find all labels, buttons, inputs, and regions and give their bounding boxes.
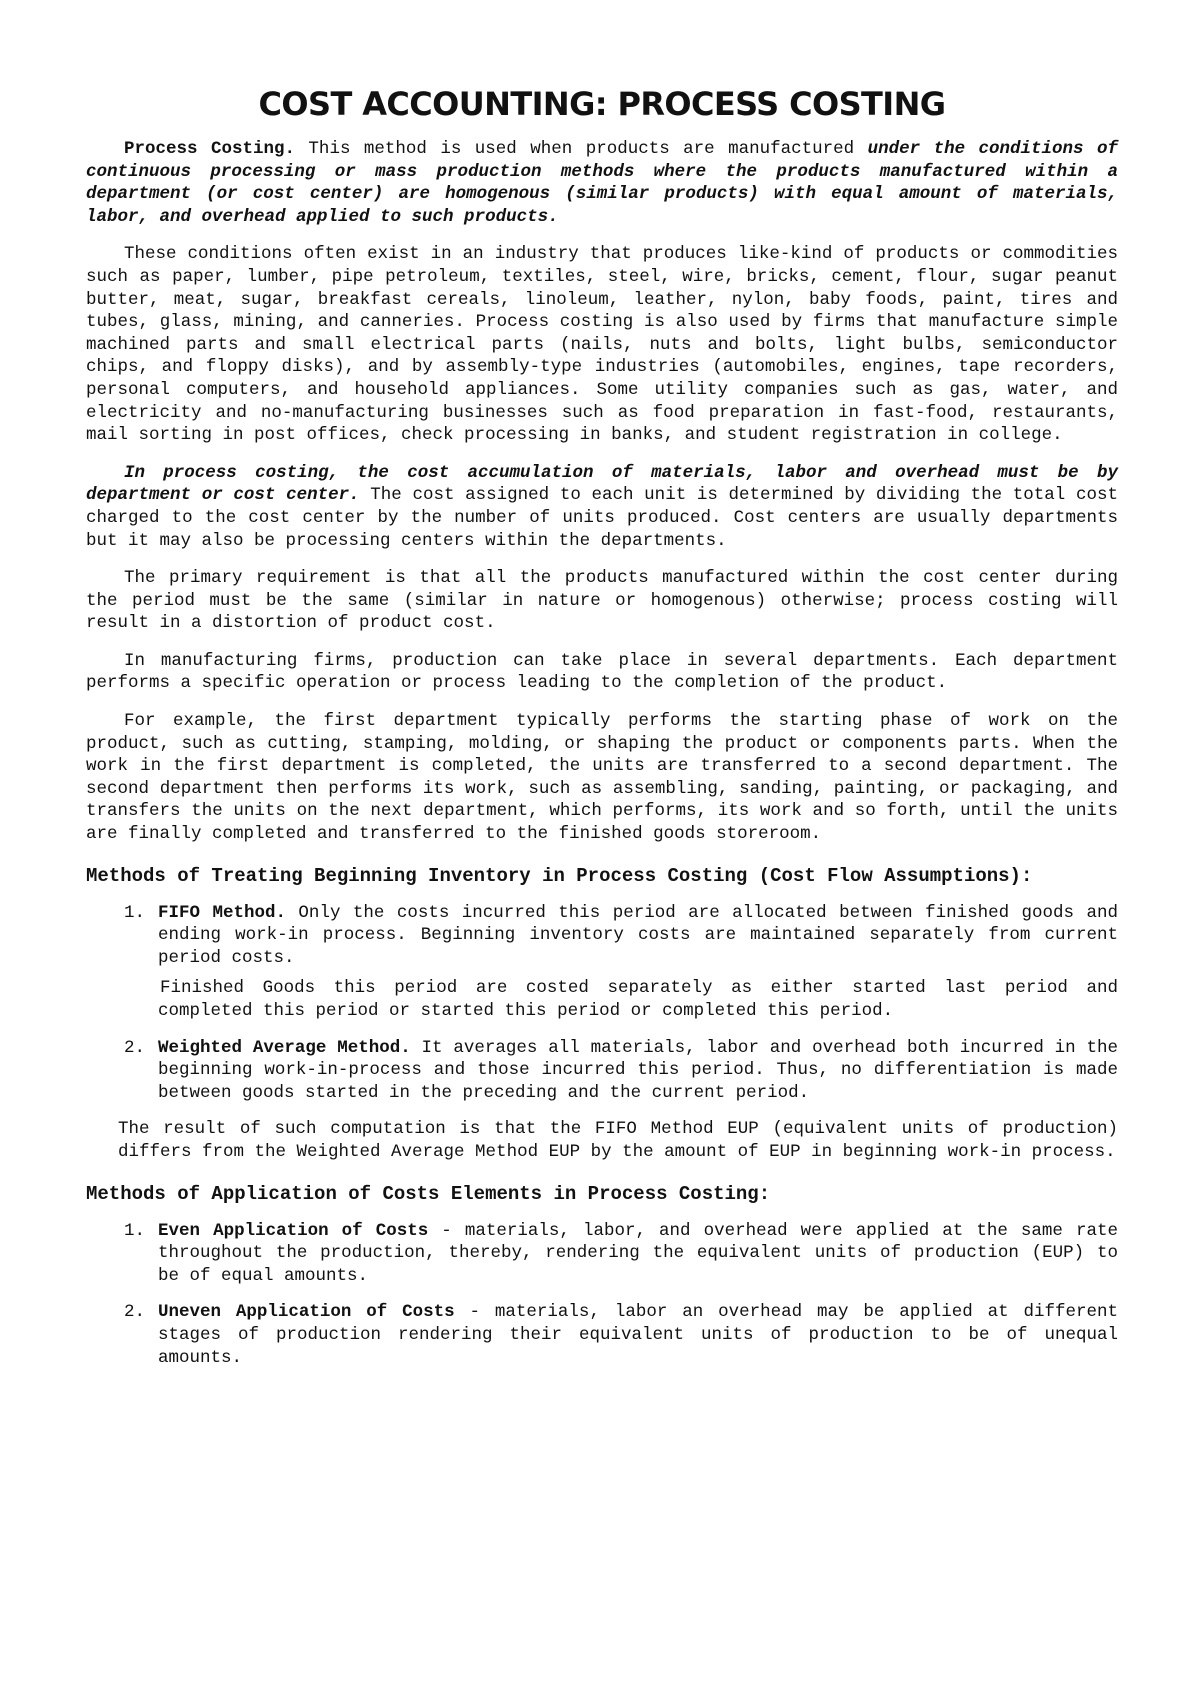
section-heading-application-methods: Methods of Application of Costs Elements in Process Costing: — [86, 1182, 771, 1205]
intro-text: This method is used when products are manufactured — [294, 139, 868, 159]
departments-paragraph: In manufacturing firms, production can take place in several departments. Each department performs a specific operation or process leading to the completion of the product. — [86, 650, 1118, 694]
list-item — [86, 1220, 1118, 1288]
accumulation-paragraph — [86, 462, 1118, 552]
list-item-subparagraph: Finished Goods this period are costed separately as either started last period and completed this period or started this period or completed this period. — [158, 978, 1118, 1021]
accumulation-text: The cost assigned to each unit is determined by dividing the total cost charged to the cost center by the number of units produced. Cost centers are usually departments but it may also be processing centers within the departments. — [86, 485, 1118, 551]
example-paragraph: For example, the first department typically performs the starting phase of work on the product, such as cutting, stamping, molding, or shaping the product or components parts. When the work in the first department is completed, the units are transferred to a second department. The second department then performs its work, such as assembling, sanding, painting, or packaging, and transfers the units on the next department, which performs, its work and so forth, until the units are finally completed and transferred to the finished goods storeroom. — [86, 711, 1118, 845]
list-item-number: 2. — [124, 1037, 146, 1058]
list-item-number: 1. — [124, 1220, 146, 1241]
section-heading-inventory-methods: Methods of Treating Beginning Inventory in Process Costing (Cost Flow Assumptions): — [86, 864, 1033, 887]
list-item-number: 1. — [124, 902, 146, 923]
conditions-paragraph: These conditions often exist in an industry that produces like-kind of products or commodities such as paper, lumber, pipe petroleum, textiles, steel, wire, bricks, cement, flour, sugar peanut butter, meat, sugar, breakfast cereals, linoleum, leather, nylon, baby foods, paint, tires and tubes, glass, mining, and canneries. Process costing is also used by firms that manufacture simple machined parts and small electrical parts (nails, nuts and bolts, light bulbs, semiconductor chips, and floppy disks), and by assembly-type industries (automobiles, engines, tape recorders, personal computers, and household appliances. Some utility companies such as gas, water, and electricity and no-manufacturing businesses such as food preparation in fast-food, restaurants, mail sorting in post offices, check processing in banks, and student registration in college. — [86, 244, 1118, 446]
page-title: COST ACCOUNTING: PROCESS COSTING — [258, 85, 946, 123]
list-item-text: - materials, labor, and overhead were applied at the same rate throughout the production, thereby, rendering the equivalent units of production (EUP) to be of equal amounts. — [158, 1220, 1119, 1286]
list-item-text: It averages all materials, labor and overhead both incurred in the beginning work-in-process and those incurred this period. Thus, no differentiation is made between goods started in the preceding and the current period. — [158, 1037, 1118, 1103]
accumulation-emphasis: In process costing, the cost accumulation of materials, labor and overhead must be by department or cost center. — [86, 462, 1118, 506]
intro-paragraph — [86, 138, 1118, 228]
list-item-label: Uneven Application of Costs — [158, 1302, 455, 1323]
application-methods-list — [86, 1220, 1118, 1370]
list-item-label: FIFO Method. — [158, 902, 286, 923]
list-item — [86, 1301, 1118, 1369]
result-paragraph: The result of such computation is that the FIFO Method EUP (equivalent units of production) differs from the Weighted Average Method EUP by the amount of EUP in beginning work-in process. — [118, 1119, 1118, 1162]
list-item-label: Weighted Average Method. — [158, 1037, 411, 1058]
list-item — [86, 1037, 1118, 1105]
list-item — [86, 902, 1118, 1023]
list-item-number: 2. — [124, 1302, 146, 1323]
document-page — [86, 84, 1118, 1383]
intro-lead: Process Costing. — [124, 139, 295, 159]
list-item-text: Only the costs incurred this period are allocated between finished goods and ending work-in process. Beginning inventory costs are maintained separately from current period costs. — [158, 902, 1118, 968]
intro-emphasis: under the conditions of continuous processing or mass production methods where the products manufactured within a department (or cost center) are homogenous (similar products) with equal amount of materials, labor, and overhead applied to such products. — [86, 139, 1118, 227]
inventory-methods-list — [86, 902, 1118, 1105]
requirement-paragraph: The primary requirement is that all the products manufactured within the cost center during the period must be the same (similar in nature or homogenous) otherwise; process costing will result in a distortion of product cost. — [86, 568, 1118, 634]
list-item-text: - materials, labor an overhead may be applied at different stages of production rendering their equivalent units of production to be of unequal amounts. — [158, 1302, 1118, 1368]
list-item-label: Even Application of Costs — [158, 1220, 429, 1241]
